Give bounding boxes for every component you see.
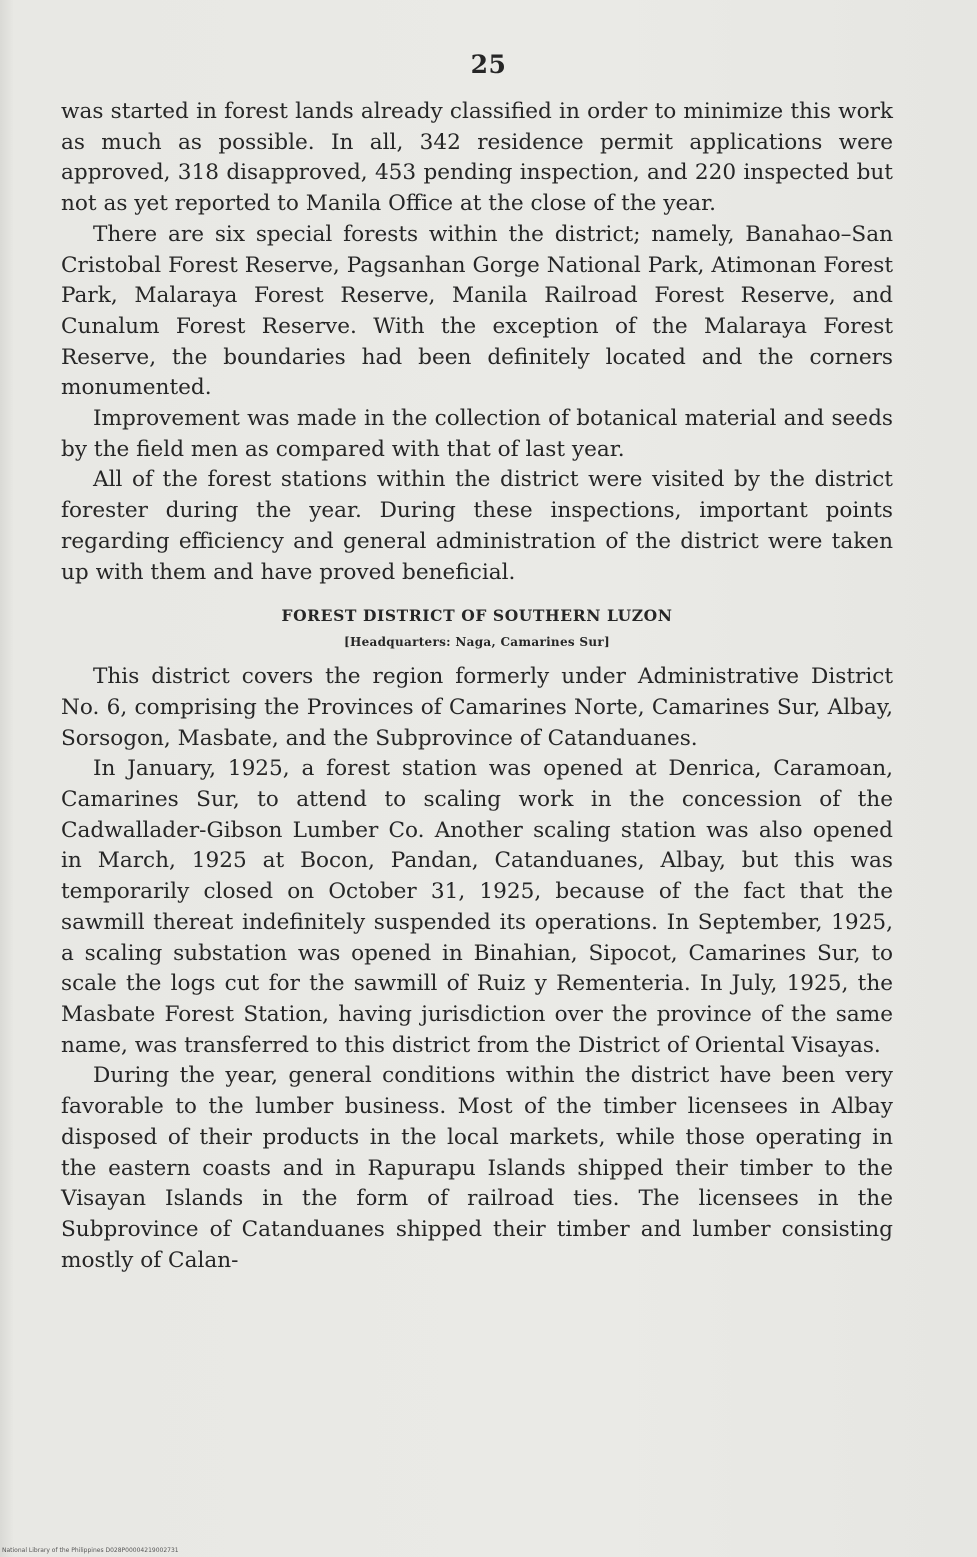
page-number: 25 <box>470 50 507 79</box>
paragraph-botanical-material: Improvement was made in the collection of botanical material and seeds by the field men as compared with that of last year. <box>61 406 893 462</box>
body-text <box>61 97 893 1276</box>
paragraph-forest-stations: All of the forest stations within the district were visited by the district forester during the year. During these inspections, important points regarding efficiency and general administration of the district were taken up with them and have proved beneficial. <box>61 467 893 585</box>
section-heading: FOREST DISTRICT OF SOUTHERN LUZON <box>281 606 673 626</box>
paragraph-lumber-business: During the year, general conditions within the district have been very favorable to the lumber business. Most of the timber licensees in Albay disposed of their products in the local markets, while those operating in the eastern coasts and in Rapurapu Islands shipped their timber to the Visayan Islands in the form of railroad ties. The licensees in the Subprovince of Catanduanes shipped their timber and lumber consisting mostly of Calan- <box>61 1063 893 1273</box>
scan-credit: National Library of the Philippines D028P00004219002731 <box>2 1547 179 1554</box>
paragraph-stations-opened: In January, 1925, a forest station was opened at Denrica, Caramoan, Camarines Sur, to attend to scaling work in the concession of the Cadwallader-Gibson Lumber Co. Another scaling station was also opened in March, 1925 at Bocon, Pandan, Catanduanes, Albay, but this was temporarily closed on October 31, 1925, because of the fact that the sawmill thereat indefinitely suspended its operations. In September, 1925, a scaling substation was opened in Binahian, Sipocot, Camarines Sur, to scale the logs cut for the sawmill of Ruiz y Rementeria. In July, 1925, the Masbate Forest Station, having jurisdiction over the province of the same name, was transferred to this district from the District of Oriental Visayas. <box>61 756 893 1058</box>
paragraph-special-forests: There are six special forests within the district; namely, Banahao–San Cristobal Forest Reserve, Pagsanhan Gorge National Park, Atimonan Forest Park, Malaraya Forest Reserve, Manila Railroad Forest Reserve, and Cunalum Forest Reserve. With the exception of the Malaraya Forest Reserve, the boundaries had been definitely located and the corners monumented. <box>61 221 893 401</box>
section-headquarters: [Headquarters: Naga, Camarines Sur] <box>343 635 611 650</box>
paragraph-district-coverage: This district covers the region formerly under Administrative District No. 6, comprising the Provinces of Camarines Norte, Camarines Sur, Albay, Sorsogon, Masbate, and the Subprovince of Catanduanes. <box>61 664 893 751</box>
paragraph-residence-permits: was started in forest lands already classified in order to minimize this work as much as possible. In all, 342 residence permit applications were approved, 318 disapproved, 453 pending inspection, and 220 inspected but not as yet reported to Manila Office at the close of the year. <box>61 99 893 217</box>
